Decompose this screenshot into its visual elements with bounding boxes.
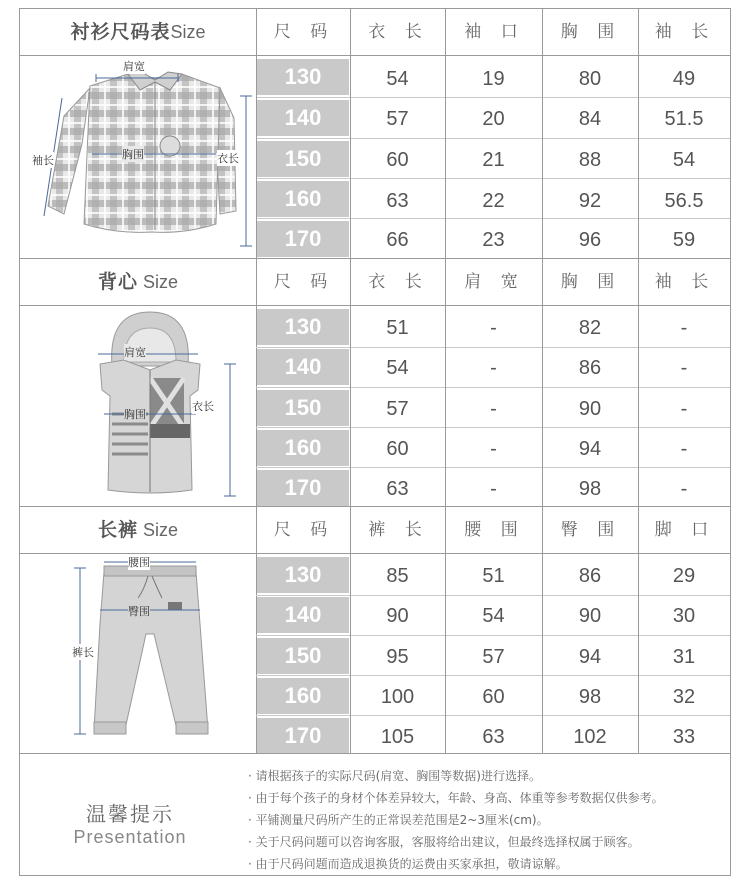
vest-header-sleeve: 袖 长 (638, 259, 731, 305)
shirt-label-shoulder: 肩宽 (123, 60, 145, 73)
vest-label-length: 衣长 (192, 400, 214, 413)
size-badge: 140 (257, 597, 349, 633)
tip-item: · 关于尺码问题可以咨询客服，客服将给出建议，但最终选择权属于顾客。 (248, 835, 640, 849)
shirt-section-title: 衬衫尺码表Size (70, 21, 206, 43)
notes-title: 温馨提示 Presentation (73, 802, 187, 847)
vest-header-length: 衣 长 (350, 259, 446, 305)
size-badge: 150 (257, 390, 349, 426)
vest-header-size: 尺 码 (256, 259, 351, 305)
size-badge: 160 (257, 678, 349, 714)
shirt-header-cuff: 袖 口 (445, 9, 543, 55)
pants-label-hip: 臀围 (128, 605, 150, 618)
size-badge: 150 (257, 638, 349, 674)
vest-label-shoulder: 肩宽 (124, 346, 146, 359)
vest-header-shoulder: 肩 宽 (445, 259, 543, 305)
size-badge: 130 (257, 59, 349, 95)
size-chart-sheet (19, 8, 731, 876)
vest-illustration (20, 306, 256, 506)
shirt-header-sleeve: 袖 长 (638, 9, 731, 55)
shirt-illustration (20, 56, 256, 258)
size-badge: 130 (257, 309, 349, 345)
vest-label-chest: 胸围 (124, 408, 146, 421)
pants-illustration (20, 554, 256, 753)
shirt-label-chest: 胸围 (122, 148, 144, 161)
tip-item: · 由于尺码问题而造成退换货的运费由买家承担，敬请谅解。 (248, 857, 568, 871)
pants-section: 长裤 Size 尺 码 裤 长 腰 围 臀 围 脚 口 腰围 臀围 裤长 130 85 51 86 29 140 90 54 90 30 150 95 57 94 31 160 100 60 98 32 170 105 63 102 33 (20, 507, 730, 753)
size-badge: 140 (257, 100, 349, 136)
pants-header-waist: 腰 围 (445, 507, 543, 553)
size-badge: 170 (257, 718, 349, 754)
shirt-header-chest: 胸 围 (542, 9, 639, 55)
pants-label-length: 裤长 (72, 646, 94, 659)
vest-header-chest: 胸 围 (542, 259, 639, 305)
pants-header-hip: 臀 围 (542, 507, 639, 553)
shirt-section: 衬衫尺码表Size 尺 码 衣 长 袖 口 胸 围 袖 长 肩宽 胸围 袖长 衣长 130 54 19 80 49 140 57 20 84 51.5 150 60 21 88 54 160 63 22 92 56.5 170 66 23 96 59 (20, 9, 730, 258)
size-badge: 160 (257, 430, 349, 466)
size-badge: 140 (257, 349, 349, 385)
pants-header-size: 尺 码 (256, 507, 351, 553)
shirt-header-size: 尺 码 (256, 9, 351, 55)
pants-header-length: 裤 长 (350, 507, 446, 553)
shirt-header-length: 衣 长 (350, 9, 446, 55)
tip-item: · 由于每个孩子的身材个体差异较大，年龄、身高、体重等参考数据仅供参考。 (248, 791, 664, 805)
size-badge: 160 (257, 181, 349, 217)
shirt-label-sleeve: 袖长 (32, 154, 54, 167)
pants-section-title: 长裤 Size (97, 519, 179, 541)
size-badge: 130 (257, 557, 349, 593)
vest-section-title: 背心 Size (97, 271, 179, 293)
shirt-label-length: 衣长 (217, 152, 239, 165)
size-badge: 150 (257, 141, 349, 177)
pants-label-waist: 腰围 (128, 556, 150, 569)
size-badge: 170 (257, 470, 349, 506)
vest-section: 背心 Size 尺 码 衣 长 肩 宽 胸 围 袖 长 肩宽 胸围 衣长 130 51 - 82 - 140 54 - 86 - 150 57 - 90 - 160 60 - 94 - 170 63 - 98 - (20, 259, 730, 506)
notes-section (20, 754, 730, 876)
pants-header-hem: 脚 口 (638, 507, 731, 553)
size-badge: 170 (257, 221, 349, 257)
tip-item: · 请根据孩子的实际尺码(肩宽、胸围等数据)进行选择。 (248, 769, 541, 783)
sweatpants-image (20, 554, 256, 753)
tip-item: · 平铺测量尺码所产生的正常误差范围是2~3厘米(cm)。 (248, 813, 549, 827)
